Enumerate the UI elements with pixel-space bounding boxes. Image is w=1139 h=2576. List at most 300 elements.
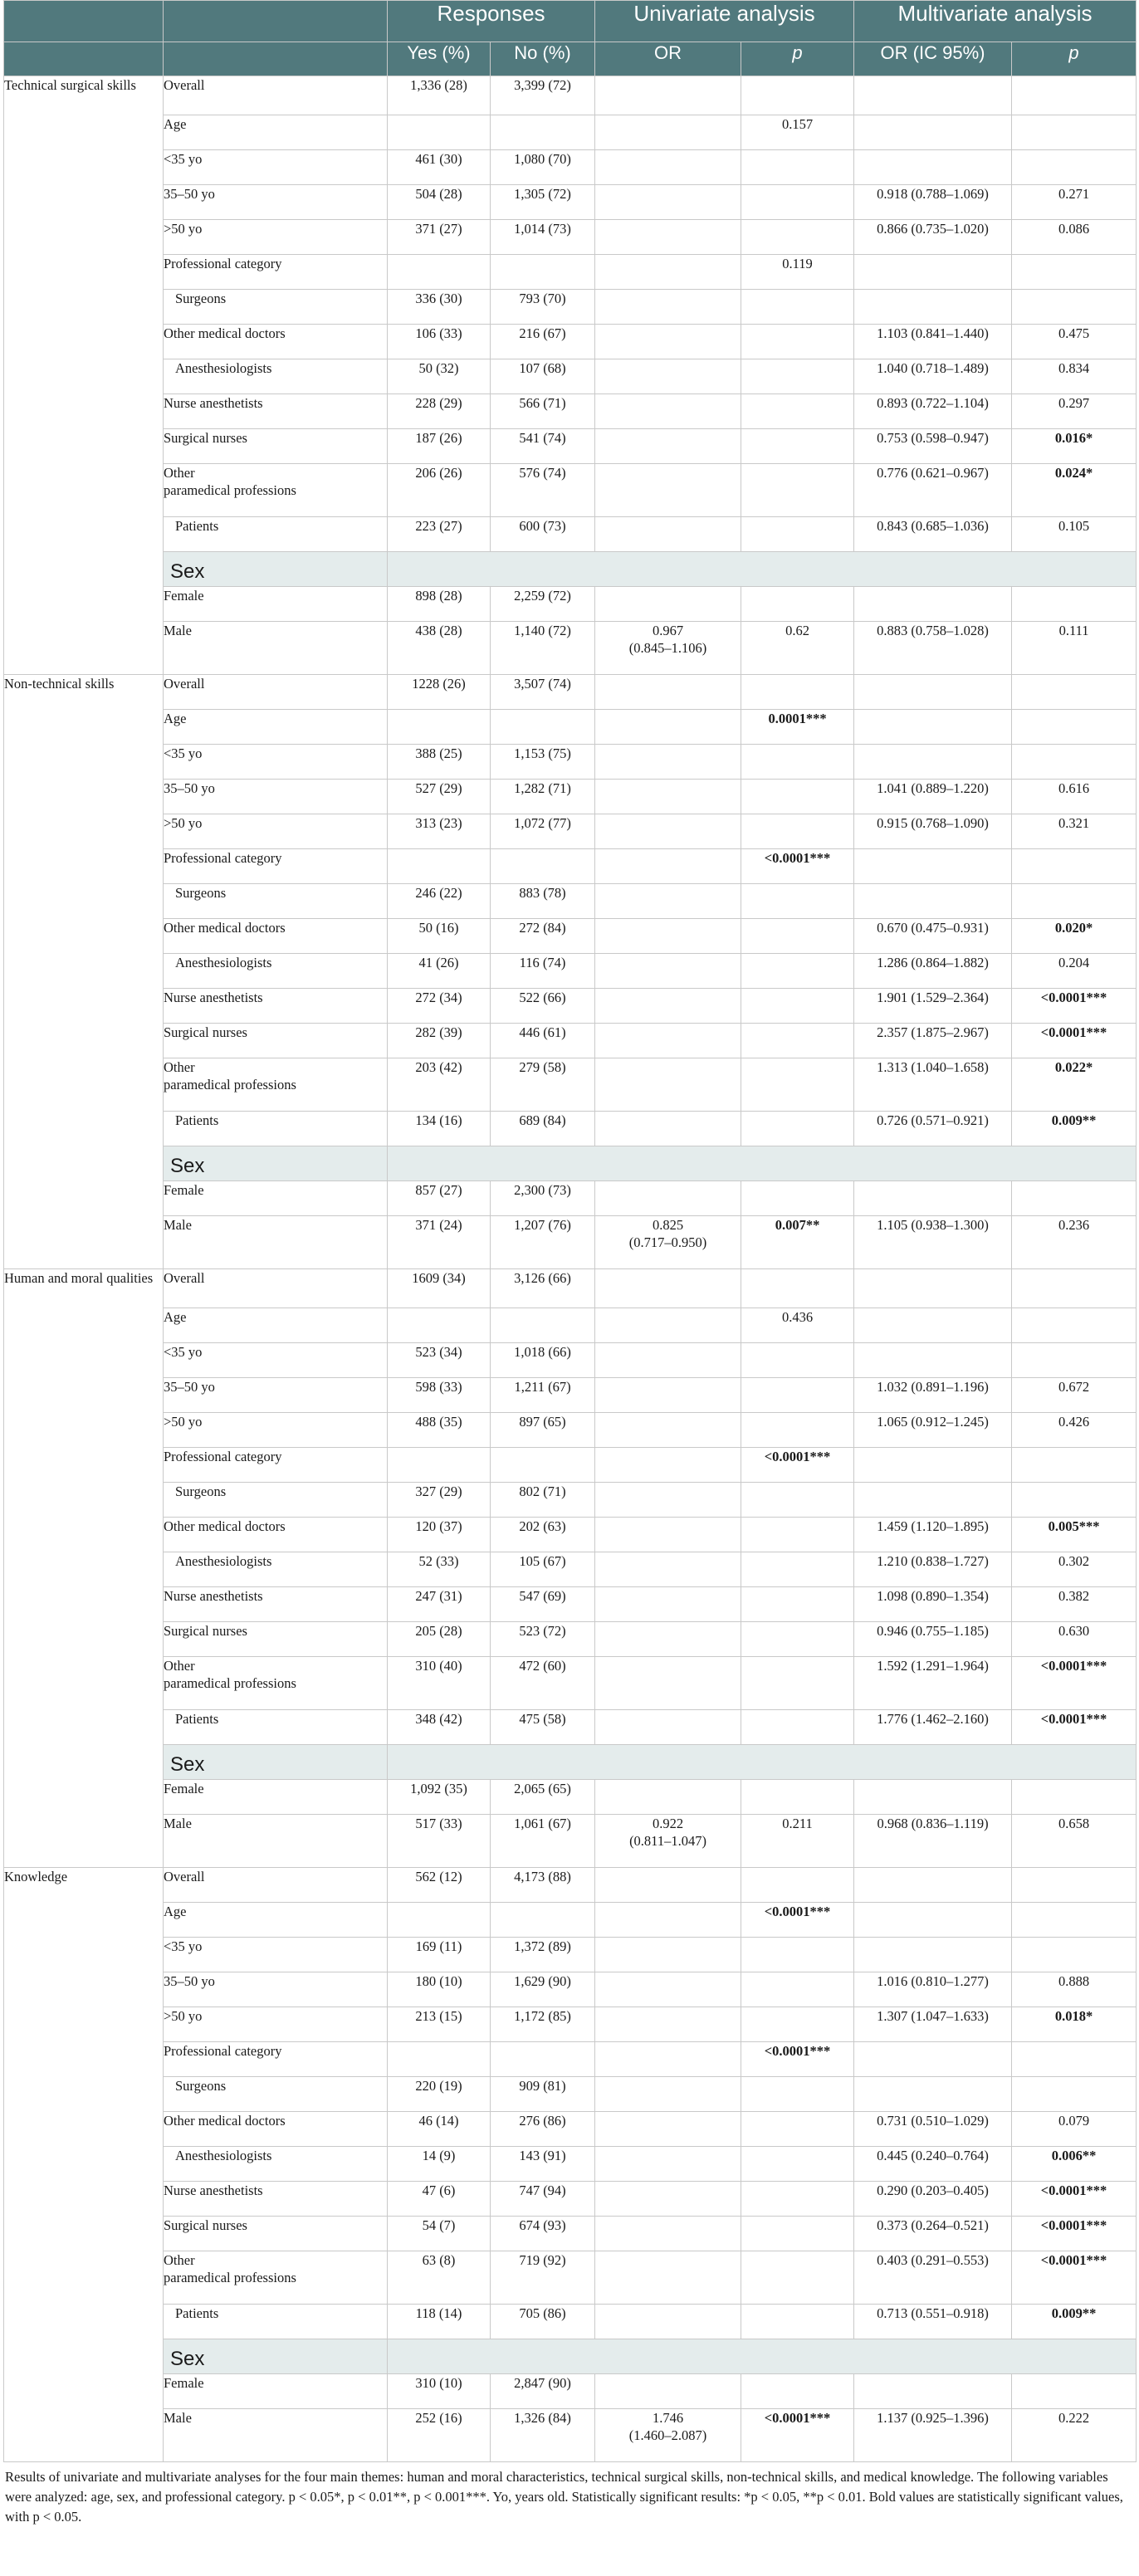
multivariate-p [1012,1308,1137,1343]
multivariate-or: 0.713 (0.551–0.918) [854,2305,1012,2339]
univariate-or: 0.967 (0.845–1.106) [595,622,741,675]
univariate-or [595,2007,741,2042]
multivariate-or: 1.040 (0.718–1.489) [854,359,1012,394]
significant-value: 0.024* [1054,465,1093,481]
table-row [4,2374,1137,2409]
yes-count: 313 (23) [388,814,491,849]
table-row [4,710,1137,745]
row-label: >50 yo [164,814,388,849]
yes-count: 282 (39) [388,1024,491,1058]
univariate-or: 0.922 (0.811–1.047) [595,1815,741,1868]
no-count: 747 (94) [491,2182,595,2217]
univariate-p [741,359,854,394]
univariate-p [741,2147,854,2182]
no-count: 689 (84) [491,1112,595,1146]
univariate-or: 0.825 (0.717–0.950) [595,1216,741,1269]
yes-count: 41 (26) [388,954,491,989]
univariate-p [741,2409,854,2462]
multivariate-p: 0.297 [1012,394,1137,429]
yes-count: 898 (28) [388,587,491,622]
significant-value: 0.006** [1051,2148,1097,2163]
table-row [4,325,1137,359]
multivariate-or [854,2374,1012,2409]
multivariate-p: 0.616 [1012,780,1137,814]
multivariate-p [1012,1938,1137,1972]
multivariate-or: 0.893 (0.722–1.104) [854,394,1012,429]
no-count: 705 (86) [491,2305,595,2339]
multivariate-p: 0.105 [1012,517,1137,552]
univariate-or [595,675,741,710]
yes-count: 527 (29) [388,780,491,814]
table-row [4,675,1137,710]
multivariate-or: 0.731 (0.510–1.029) [854,2112,1012,2147]
multivariate-p [1012,745,1137,780]
significant-value: 0.020* [1054,920,1093,936]
univariate-p [741,1780,854,1815]
sex-group-fill [388,552,1137,587]
no-count [491,255,595,290]
univariate-p: 0.436 [741,1308,854,1343]
univariate-or [595,2112,741,2147]
univariate-or [595,1269,741,1308]
header-corner-2 [164,1,388,42]
multivariate-or: 0.843 (0.685–1.036) [854,517,1012,552]
multivariate-p: 0.888 [1012,1972,1137,2007]
no-count: 3,126 (66) [491,1269,595,1308]
table-row [4,1216,1137,1269]
table-row [4,1343,1137,1378]
table-row [4,2305,1137,2339]
row-label: Surgical nurses [164,429,388,464]
univariate-p: 0.157 [741,115,854,150]
yes-count: 169 (11) [388,1938,491,1972]
yes-count: 272 (34) [388,989,491,1024]
no-count [491,1448,595,1483]
multivariate-p [1012,1903,1137,1938]
table-row [4,1710,1137,1745]
multivariate-p [1012,2217,1137,2251]
header-row-groups [4,1,1137,42]
yes-count: 857 (27) [388,1181,491,1216]
row-label: Other medical doctors [164,2112,388,2147]
multivariate-p: 0.222 [1012,2409,1137,2462]
multivariate-or [854,1483,1012,1518]
multivariate-or: 0.918 (0.788–1.069) [854,185,1012,220]
univariate-or [595,150,741,185]
univariate-or [595,710,741,745]
yes-count [388,1308,491,1343]
univariate-or [595,464,741,517]
table-row [4,622,1137,675]
univariate-p [741,1938,854,1972]
multivariate-or: 0.373 (0.264–0.521) [854,2217,1012,2251]
no-count: 472 (60) [491,1657,595,1710]
multivariate-or: 1.901 (1.529–2.364) [854,989,1012,1024]
significant-value: <0.0001*** [1040,1711,1107,1727]
no-count [491,115,595,150]
univariate-p [741,989,854,1024]
multivariate-p [1012,884,1137,919]
univariate-p [741,185,854,220]
multivariate-or [854,1181,1012,1216]
table-row [4,954,1137,989]
row-label: Anesthesiologists [164,2147,388,2182]
univariate-p [741,1448,854,1483]
table-row [4,1868,1137,1903]
significant-value: <0.0001*** [764,1449,831,1464]
row-label: Female [164,2374,388,2409]
significant-value: 0.0001*** [768,711,827,726]
table-row [4,2042,1137,2077]
univariate-or [595,1024,741,1058]
theme-label: Human and moral qualities [4,1269,164,1868]
multivariate-or: 0.290 (0.203–0.405) [854,2182,1012,2217]
significant-value: <0.0001*** [1040,2217,1107,2233]
univariate-p [741,1587,854,1622]
yes-count: 247 (31) [388,1587,491,1622]
table-row [4,1518,1137,1552]
no-count [491,2042,595,2077]
multivariate-p: 0.672 [1012,1378,1137,1413]
sex-group-fill [388,1745,1137,1780]
univariate-p [741,1483,854,1518]
row-label: Overall [164,76,388,115]
multivariate-or: 0.866 (0.735–1.020) [854,220,1012,255]
table-row [4,1269,1137,1308]
multivariate-p: 0.658 [1012,1815,1137,1868]
significant-value: 0.009** [1051,2305,1097,2321]
multivariate-p [1012,675,1137,710]
univariate-or [595,2182,741,2217]
multivariate-or: 0.670 (0.475–0.931) [854,919,1012,954]
table-row [4,989,1137,1024]
table-row [4,1552,1137,1587]
univariate-p [741,849,854,884]
univariate-or [595,1972,741,2007]
multivariate-p: 0.630 [1012,1622,1137,1657]
sex-group-fill [388,1146,1137,1181]
univariate-or [595,1483,741,1518]
sex-group-label: Sex [164,1146,388,1181]
multivariate-or [854,1448,1012,1483]
yes-count: 438 (28) [388,622,491,675]
multivariate-or: 1.776 (1.462–2.160) [854,1710,1012,1745]
multivariate-p [1012,429,1137,464]
multivariate-p [1012,76,1137,115]
yes-count: 562 (12) [388,1868,491,1903]
yes-count: 1228 (26) [388,675,491,710]
univariate-p [741,1413,854,1448]
no-count: 107 (68) [491,359,595,394]
table-row [4,290,1137,325]
significant-value: 0.005*** [1048,1518,1100,1534]
univariate-or [595,220,741,255]
yes-count: 54 (7) [388,2217,491,2251]
yes-count [388,2042,491,2077]
no-count: 1,629 (90) [491,1972,595,2007]
yes-count: 50 (32) [388,359,491,394]
no-count [491,849,595,884]
univariate-or [595,1343,741,1378]
header-blank-1 [4,42,164,76]
no-count: 600 (73) [491,517,595,552]
no-count: 105 (67) [491,1552,595,1587]
no-count: 1,072 (77) [491,814,595,849]
univariate-p [741,1058,854,1112]
no-count: 802 (71) [491,1483,595,1518]
significant-value: <0.0001*** [1040,2183,1107,2198]
multivariate-or [854,1343,1012,1378]
yes-count: 63 (8) [388,2251,491,2305]
row-label: Nurse anesthetists [164,989,388,1024]
row-label: Other medical doctors [164,919,388,954]
sex-group-row [4,1146,1137,1181]
row-label: Surgical nurses [164,2217,388,2251]
no-count: 523 (72) [491,1622,595,1657]
table-row [4,394,1137,429]
table-row [4,1815,1137,1868]
yes-count: 47 (6) [388,2182,491,2217]
table-row [4,1938,1137,1972]
no-count: 216 (67) [491,325,595,359]
univariate-or [595,255,741,290]
univariate-or [595,1378,741,1413]
no-count: 1,061 (67) [491,1815,595,1868]
univariate-p [741,429,854,464]
row-label: Overall [164,1868,388,1903]
univariate-or [595,1058,741,1112]
table-row [4,220,1137,255]
row-label: Professional category [164,1448,388,1483]
multivariate-p: 0.271 [1012,185,1137,220]
row-label: Surgeons [164,290,388,325]
row-label: Surgical nurses [164,1024,388,1058]
multivariate-or [854,675,1012,710]
multivariate-p: 0.236 [1012,1216,1137,1269]
header-responses: Responses [388,1,595,42]
no-count: 566 (71) [491,394,595,429]
table-row [4,1657,1137,1710]
univariate-p [741,1868,854,1903]
multivariate-or: 0.445 (0.240–0.764) [854,2147,1012,2182]
row-label: Professional category [164,849,388,884]
univariate-or [595,1622,741,1657]
yes-count: 252 (16) [388,2409,491,2462]
univariate-p [741,780,854,814]
univariate-or [595,115,741,150]
no-count: 1,282 (71) [491,780,595,814]
row-label: Nurse anesthetists [164,394,388,429]
multivariate-p [1012,2147,1137,2182]
yes-count: 203 (42) [388,1058,491,1112]
no-count: 793 (70) [491,290,595,325]
univariate-p [741,1657,854,1710]
table-row [4,1024,1137,1058]
univariate-p [741,2374,854,2409]
univariate-p [741,1216,854,1269]
row-label: >50 yo [164,2007,388,2042]
multivariate-or: 1.286 (0.864–1.882) [854,954,1012,989]
multivariate-or: 0.968 (0.836–1.119) [854,1815,1012,1868]
multivariate-or [854,1780,1012,1815]
no-count: 2,065 (65) [491,1780,595,1815]
yes-count: 517 (33) [388,1815,491,1868]
multivariate-p [1012,2305,1137,2339]
multivariate-or [854,1269,1012,1308]
no-count: 883 (78) [491,884,595,919]
yes-count [388,1448,491,1483]
yes-count: 371 (24) [388,1216,491,1269]
univariate-or [595,1448,741,1483]
univariate-p [741,587,854,622]
univariate-or [595,849,741,884]
univariate-or [595,1657,741,1710]
univariate-p [741,290,854,325]
multivariate-or: 1.103 (0.841–1.440) [854,325,1012,359]
multivariate-p: 0.204 [1012,954,1137,989]
multivariate-or: 0.726 (0.571–0.921) [854,1112,1012,1146]
row-label: Patients [164,517,388,552]
row-label: Female [164,587,388,622]
row-label: Other medical doctors [164,1518,388,1552]
multivariate-p [1012,710,1137,745]
row-label: Surgeons [164,2077,388,2112]
row-label: Surgeons [164,884,388,919]
multivariate-p [1012,1868,1137,1903]
univariate-or [595,1181,741,1216]
no-count: 576 (74) [491,464,595,517]
yes-count: 220 (19) [388,2077,491,2112]
univariate-or [595,429,741,464]
no-count [491,1903,595,1938]
univariate-p [741,2251,854,2305]
univariate-p [741,884,854,919]
no-count: 2,847 (90) [491,2374,595,2409]
yes-count: 228 (29) [388,394,491,429]
univariate-p [741,464,854,517]
no-count: 1,305 (72) [491,185,595,220]
row-label: Other paramedical professions [164,464,388,517]
univariate-or [595,989,741,1024]
table-row [4,359,1137,394]
no-count: 446 (61) [491,1024,595,1058]
univariate-p [741,745,854,780]
yes-count: 310 (40) [388,1657,491,1710]
table-row [4,464,1137,517]
multivariate-p: 0.302 [1012,1552,1137,1587]
multivariate-p [1012,150,1137,185]
multivariate-p [1012,587,1137,622]
multivariate-or [854,115,1012,150]
yes-count: 205 (28) [388,1622,491,1657]
table-row [4,1903,1137,1938]
row-label: <35 yo [164,1343,388,1378]
yes-count: 52 (33) [388,1552,491,1587]
univariate-or [595,290,741,325]
univariate-p [741,814,854,849]
row-label: Female [164,1780,388,1815]
table-row [4,1181,1137,1216]
row-label: Other paramedical professions [164,1058,388,1112]
header-p-multivariate: p [1012,42,1137,76]
multivariate-p [1012,1710,1137,1745]
sex-group-fill [388,2339,1137,2374]
multivariate-p [1012,1112,1137,1146]
yes-count: 180 (10) [388,1972,491,2007]
yes-count: 223 (27) [388,517,491,552]
table-footnote: Results of univariate and multivariate analyses for the four main themes: human and moral characteristics, technical surgical skills, non-technical skills, and medical knowledge. The following variables were analyzed: age, sex, and professional category. p < 0.05*, p < 0.01**, p < 0.001***. Yo, years old. Statistically significant results: *p < 0.05, **p < 0.01. Bold values are statistically significant values, with p < 0.05. [5,2469,1123,2525]
multivariate-or [854,1938,1012,1972]
univariate-p [741,1343,854,1378]
univariate-p [741,150,854,185]
row-label: Age [164,710,388,745]
univariate-or [595,325,741,359]
significant-value: 0.009** [1051,1112,1097,1128]
yes-count: 187 (26) [388,429,491,464]
row-label: Other paramedical professions [164,1657,388,1710]
univariate-p [741,1518,854,1552]
yes-count: 120 (37) [388,1518,491,1552]
multivariate-p [1012,464,1137,517]
table-row [4,1413,1137,1448]
multivariate-or [854,290,1012,325]
univariate-or [595,1308,741,1343]
multivariate-or: 1.098 (0.890–1.354) [854,1587,1012,1622]
multivariate-p: 0.382 [1012,1587,1137,1622]
table-row [4,1112,1137,1146]
table-row [4,1378,1137,1413]
multivariate-or [854,1903,1012,1938]
row-label: 35–50 yo [164,780,388,814]
yes-count: 371 (27) [388,220,491,255]
significant-value: <0.0001*** [764,850,831,866]
multivariate-or [854,745,1012,780]
no-count: 475 (58) [491,1710,595,1745]
multivariate-or [854,2077,1012,2112]
table-row [4,76,1137,115]
no-count: 1,207 (76) [491,1216,595,1269]
multivariate-or: 1.459 (1.120–1.895) [854,1518,1012,1552]
yes-count: 598 (33) [388,1378,491,1413]
row-label: Other medical doctors [164,325,388,359]
table-row [4,150,1137,185]
univariate-p [741,2007,854,2042]
univariate-p [741,394,854,429]
multivariate-p [1012,1780,1137,1815]
univariate-p [741,1378,854,1413]
table-row [4,745,1137,780]
univariate-p [741,675,854,710]
yes-count [388,849,491,884]
multivariate-or: 0.776 (0.621–0.967) [854,464,1012,517]
table-row [4,814,1137,849]
table-row [4,2112,1137,2147]
univariate-p [741,1622,854,1657]
multivariate-or: 0.753 (0.598–0.947) [854,429,1012,464]
yes-count: 134 (16) [388,1112,491,1146]
significant-value: <0.0001*** [1040,1024,1107,1040]
no-count: 1,372 (89) [491,1938,595,1972]
row-label: Patients [164,1112,388,1146]
significant-value: 0.022* [1054,1059,1093,1075]
univariate-p [741,1269,854,1308]
no-count: 3,507 (74) [491,675,595,710]
multivariate-p: 0.834 [1012,359,1137,394]
univariate-p [741,1710,854,1745]
univariate-p [741,2305,854,2339]
no-count: 1,153 (75) [491,745,595,780]
multivariate-p [1012,2077,1137,2112]
